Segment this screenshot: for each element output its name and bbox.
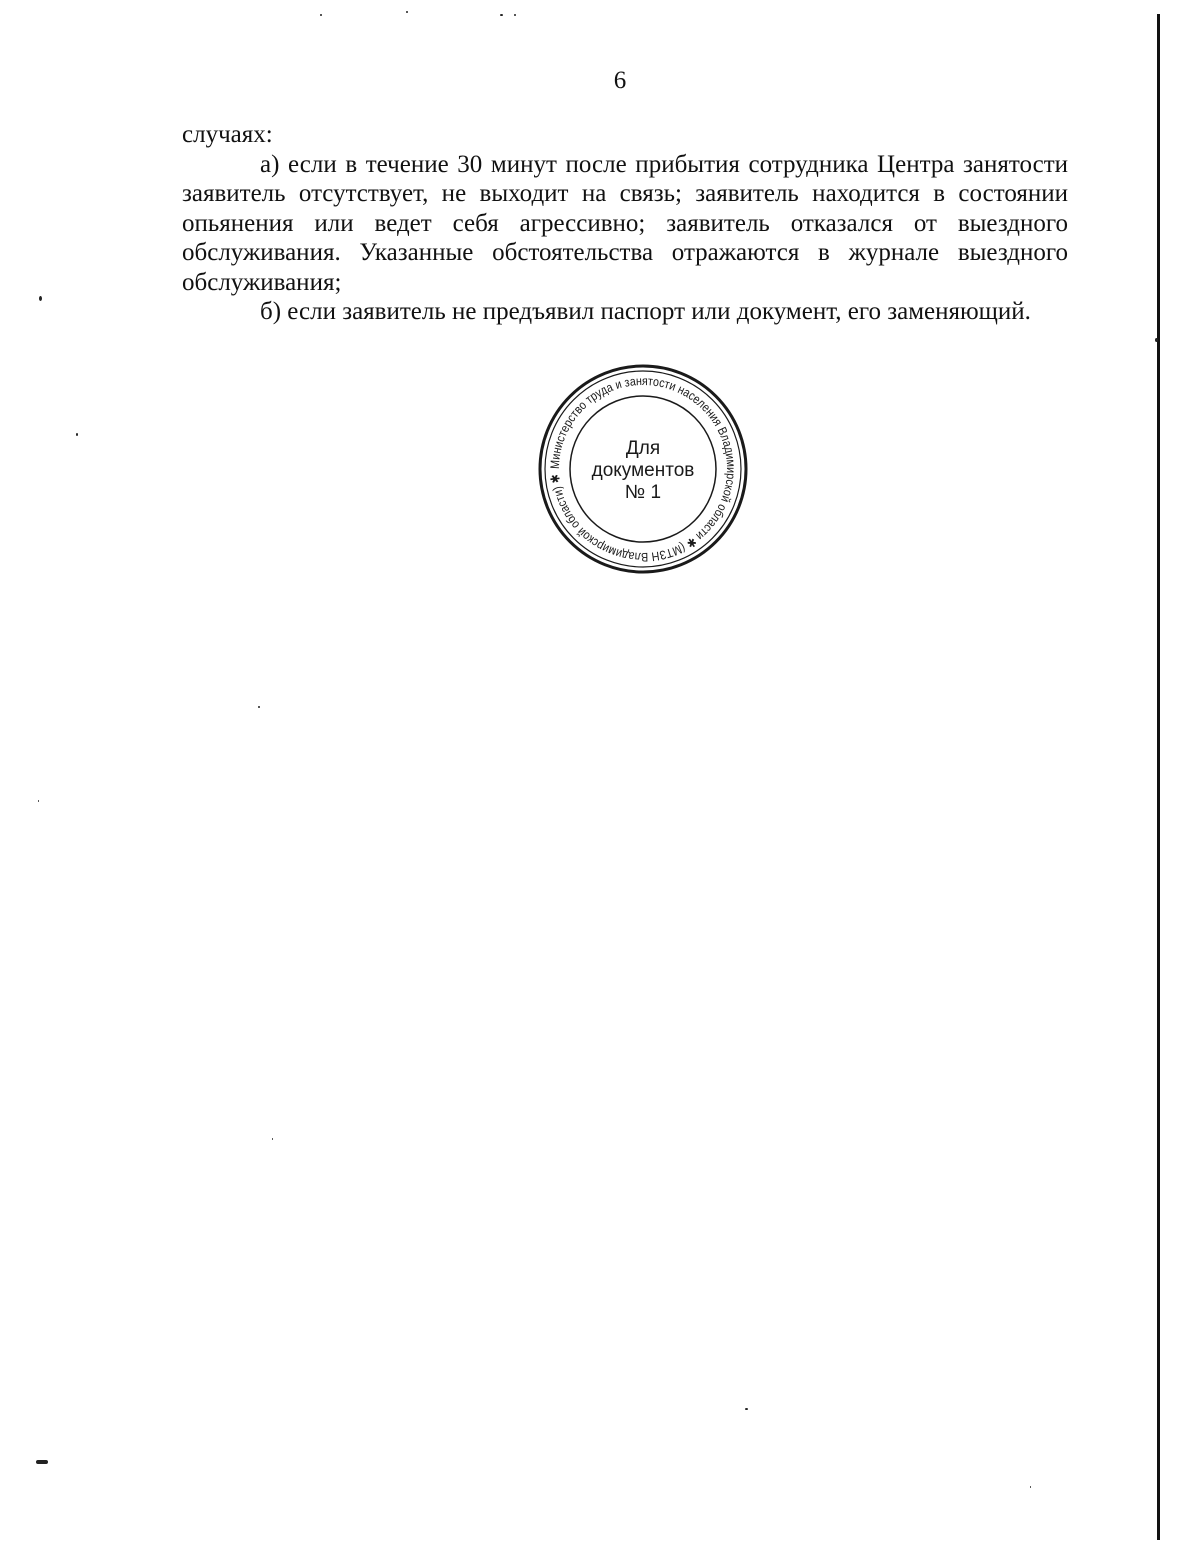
seal-graphic bbox=[537, 363, 749, 575]
official-seal-stamp bbox=[537, 363, 749, 575]
page-number: 6 bbox=[613, 67, 627, 94]
paragraph-continuation: случаях: bbox=[182, 121, 273, 148]
seal-center-line-2: документов bbox=[591, 460, 695, 481]
scan-speck bbox=[320, 14, 322, 16]
scan-speck bbox=[76, 433, 78, 436]
scan-speck bbox=[38, 800, 39, 802]
scan-speck bbox=[39, 296, 42, 301]
seal-center-line-3: № 1 bbox=[624, 482, 662, 503]
scan-speck bbox=[514, 14, 516, 16]
scan-speck bbox=[272, 1138, 273, 1140]
scan-speck bbox=[1155, 338, 1158, 342]
seal-ring-text: Министерство труда и занятости населения Владимирской области ✱ (МТЗН Владимирской области) ✱ bbox=[547, 373, 739, 565]
paragraph-item-a: а) если в течение 30 минут после прибытия сотрудника Центра занятости заявитель отсутствует, не выходит на связь; заявитель находится в состоянии опьянения или ведет себя агрессивно; заявитель отказался от выездного обслуживания. Указанные обстоятельства отражаются в журнале выездного обслуживания; bbox=[182, 150, 1068, 296]
scan-speck bbox=[258, 706, 260, 708]
scan-speck bbox=[36, 1460, 48, 1464]
seal-center-line-1: Для bbox=[625, 438, 661, 459]
scan-speck bbox=[500, 14, 503, 16]
document-body bbox=[182, 120, 1068, 327]
scan-speck bbox=[406, 11, 408, 13]
scan-edge-line bbox=[1157, 14, 1160, 1540]
scan-speck bbox=[745, 1408, 748, 1410]
scan-speck bbox=[1030, 1486, 1031, 1488]
paragraph-item-b: б) если заявитель не предъявил паспорт или документ, его заменяющий. bbox=[260, 298, 1031, 325]
